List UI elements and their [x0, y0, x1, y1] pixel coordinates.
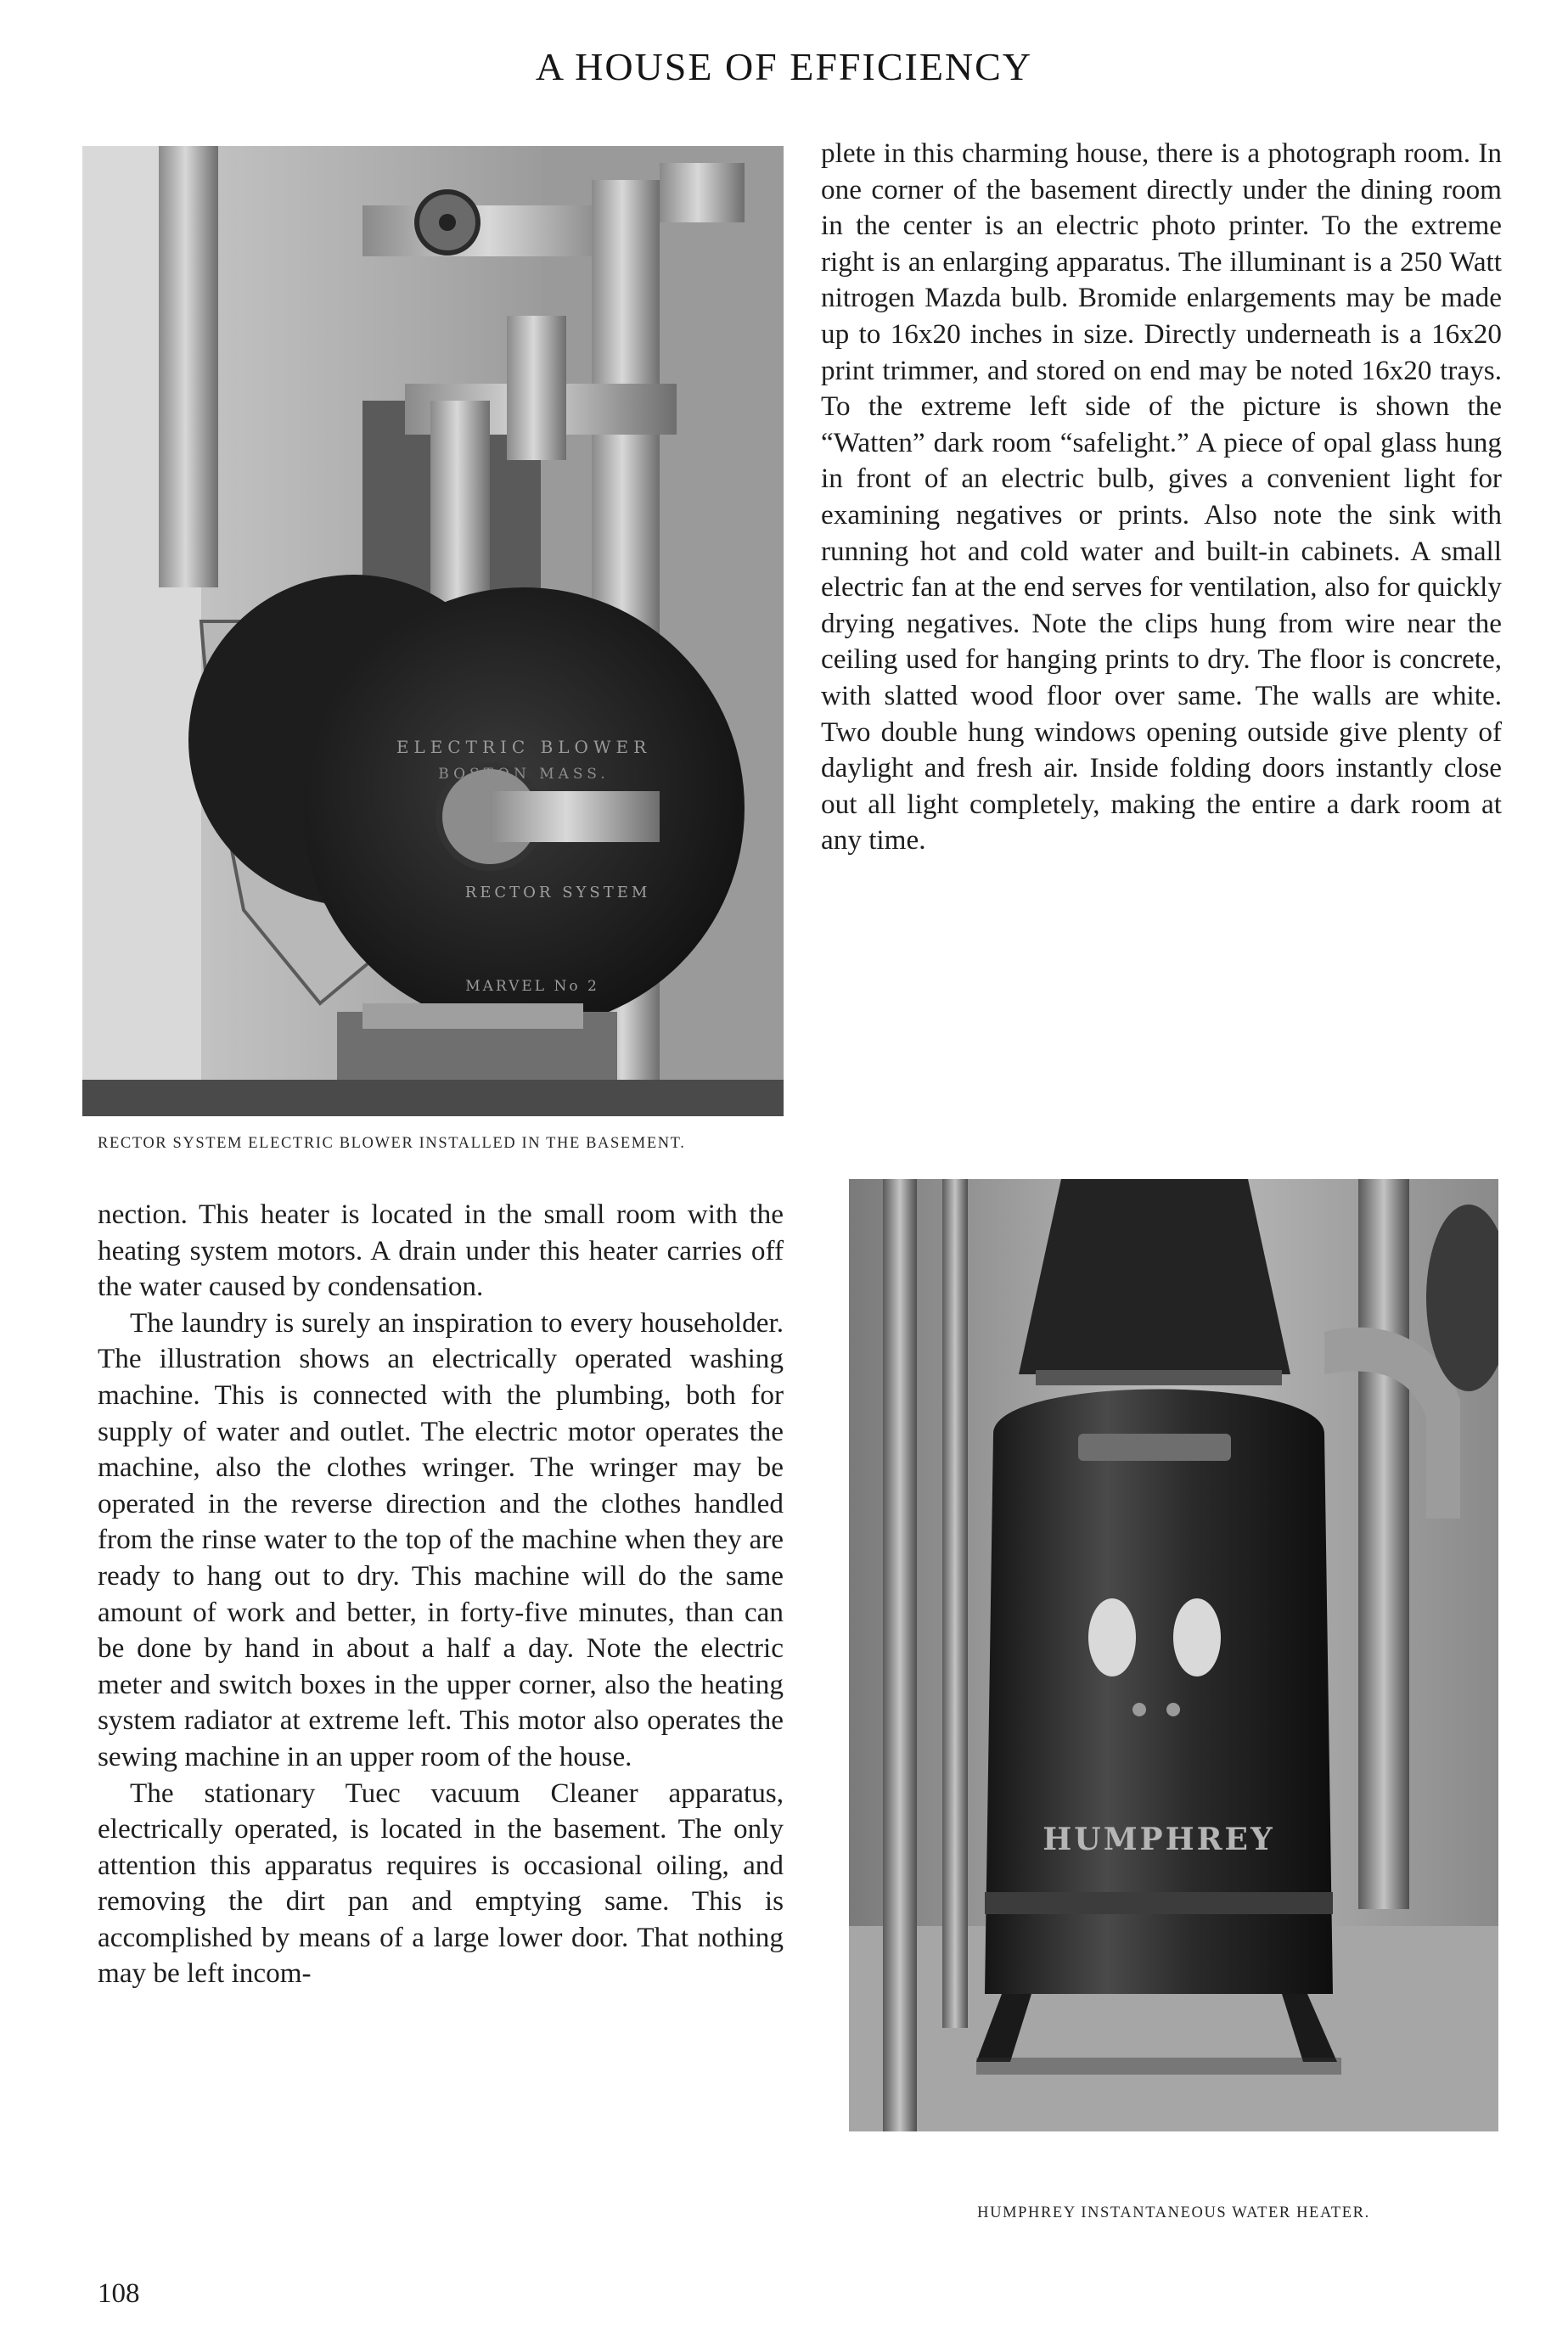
blower-embossed-4: MARVEL No 2 — [465, 978, 599, 995]
page-title: A HOUSE OF EFFICIENCY — [535, 45, 1033, 88]
blower-embossed-2: BOSTON MASS. — [438, 766, 610, 783]
left-paragraph-1: nection. This heater is located in the small room with the heating system motors. A drain under this heater carries off the water caused by condensation. — [98, 1199, 784, 1303]
left-paragraph-3: The stationary Tuec vacuum Cleaner apparatus, electrically operated, is located in the basement. The only attention this apparatus requires is occasional oiling, and removing the dirt pan and emptying same. This is accomplished by means of a large lower door. That nothing may be left incom- — [98, 1777, 784, 1990]
heater-embossed-name: HUMPHREY — [1043, 1822, 1275, 1857]
blower-caption: RECTOR SYSTEM ELECTRIC BLOWER INSTALLED IN THE BASEMENT. — [98, 1135, 686, 1152]
left-paragraph-2: The laundry is surely an inspiration to every householder. The illustration shows an electrically operated washing machine. This is connected with the plumbing, both for supply of water and outlet. The electric motor operates the machine, also the clothes wringer. The wringer may be operated in the reverse direction and the clothes handled from the rinse water to the top of the machine when they are ready to hang out to dry. This machine will do the same amount of work and better, in forty-five minutes, than can be done by hand in about a half a day. Note the electric meter and switch boxes in the upper corner, also the heating system radiator at extreme left. This motor also operates the sewing machine in an upper room of the house. — [98, 1306, 784, 1772]
blower-embossed-3: RECTOR SYSTEM — [464, 884, 651, 901]
right-paragraph-1: plete in this charming house, there is a photograph room. In one corner of the basement directly under the dining room in the center is an electric photo printer. To the extreme right is an enlarging apparatus. The illuminant is a 250 Watt nitrogen Mazda bulb. Bromide enlargements may be made up to 16x20 inches in size. Directly underneath is a 16x20 print trimmer, and stored on end may be noted 16x20 trays. To the extreme left side of the picture is shown the “Watten” dark room “safelight.” A piece of opal glass hung in front of an electric bulb, gives a convenient light for examining negatives or prints. Also note the sink with running hot and cold water and built-in cabinets. A small electric fan at the end serves for ventilation, also for quickly drying negatives. Note the clips hung from wire near the ceiling used for hanging prints to dry. The floor is concrete, with slatted wood floor over same. The walls are white. Two double hung windows opening outside give plenty of daylight and fresh air. Inside folding doors instantly close out all light completely, making the entire a dark room at any time. — [821, 138, 1502, 856]
left-column — [98, 1197, 784, 1992]
blower-photo-art — [82, 146, 784, 1116]
water-heater-photo — [849, 1179, 1498, 2131]
blower-embossed-1: ELECTRIC BLOWER — [396, 737, 652, 757]
water-heater-photo-art — [849, 1179, 1498, 2131]
blower-photo — [82, 146, 784, 1116]
water-heater-caption: HUMPHREY INSTANTANEOUS WATER HEATER. — [977, 2204, 1370, 2221]
right-column — [821, 136, 1502, 859]
page-number: 108 — [98, 2278, 140, 2309]
